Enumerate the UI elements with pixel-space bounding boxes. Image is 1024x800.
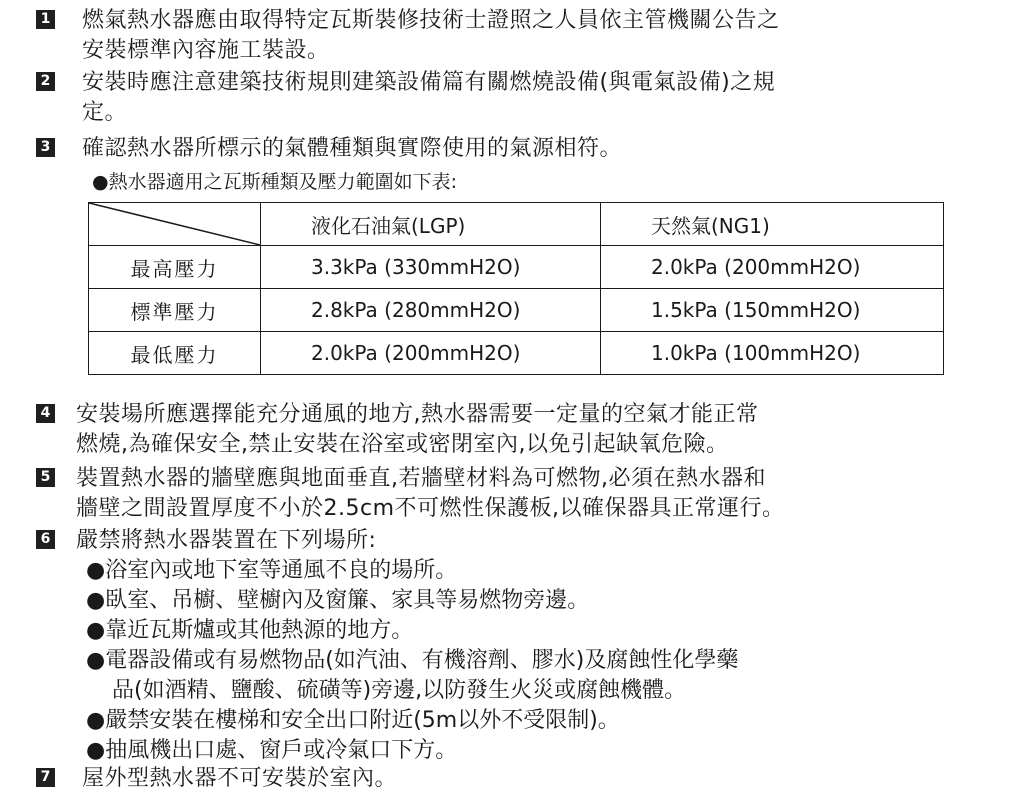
list-item: ●電器設備或有易燃物品(如汽油、有機溶劑、膠水)及腐蝕性化學藥 bbox=[86, 648, 739, 673]
corner-diagonal-cell bbox=[89, 203, 261, 246]
row-label: 最低壓力 bbox=[89, 332, 261, 375]
item-line: 安裝場所應選擇能充分通風的地方,熱水器需要一定量的空氣才能正常 bbox=[76, 402, 759, 427]
item-line: 燃燒,為確保安全,禁止安裝在浴室或密閉室內,以免引起缺氧危險。 bbox=[76, 432, 729, 457]
item-number-badge: 7 bbox=[36, 768, 55, 787]
item-line: 牆壁之間設置厚度不小於2.5cm不可燃性保護板,以確保器具正常運行。 bbox=[76, 496, 785, 521]
header-lpg: 液化石油氣(LGP) bbox=[261, 203, 601, 246]
list-item: ●浴室內或地下室等通風不良的場所。 bbox=[86, 558, 458, 583]
item-text bbox=[82, 6, 976, 66]
list-item: ●嚴禁安裝在樓梯和安全出口附近(5m以外不受限制)。 bbox=[86, 708, 620, 733]
item-text bbox=[76, 464, 976, 524]
item-line: 定。 bbox=[82, 100, 128, 125]
item-line: 燃氣熱水器應由取得特定瓦斯裝修技術士證照之人員依主管機關公告之 bbox=[82, 8, 780, 33]
item-number-badge: 3 bbox=[36, 138, 55, 157]
header-ng: 天然氣(NG1) bbox=[601, 203, 944, 246]
item-text bbox=[76, 400, 976, 460]
item-number-badge: 5 bbox=[36, 468, 55, 487]
gas-pressure-table bbox=[88, 202, 944, 375]
item-line: 安裝標準內容施工裝設。 bbox=[82, 38, 330, 63]
diagonal-line bbox=[89, 203, 260, 245]
list-item: ●抽風機出口處、窗戶或冷氣口下方。 bbox=[86, 738, 458, 763]
lpg-value: 3.3kPa (330mmH2O) bbox=[261, 246, 601, 289]
list-item: ●靠近瓦斯爐或其他熱源的地方。 bbox=[86, 618, 414, 643]
table-row bbox=[89, 246, 944, 289]
item-number-badge: 4 bbox=[36, 404, 55, 423]
item-text bbox=[82, 764, 976, 794]
lpg-value: 2.8kPa (280mmH2O) bbox=[261, 289, 601, 332]
ng-value: 1.5kPa (150mmH2O) bbox=[601, 289, 944, 332]
table-row bbox=[89, 289, 944, 332]
row-label: 標準壓力 bbox=[89, 289, 261, 332]
item-line: 屋外型熱水器不可安裝於室內。 bbox=[82, 766, 398, 791]
item-number-badge: 6 bbox=[36, 530, 55, 549]
item-line: 嚴禁將熱水器裝置在下列場所: bbox=[76, 528, 377, 553]
table-header-row bbox=[89, 203, 944, 246]
item-number-badge: 1 bbox=[36, 10, 55, 29]
ng-value: 2.0kPa (200mmH2O) bbox=[601, 246, 944, 289]
item-line: 確認熱水器所標示的氣體種類與實際使用的氣源相符。 bbox=[82, 136, 623, 161]
table-row bbox=[89, 332, 944, 375]
item-text bbox=[76, 526, 976, 556]
item-number-badge: 2 bbox=[36, 72, 55, 91]
item-line: 安裝時應注意建築技術規則建築設備篇有關燃燒設備(與電氣設備)之規 bbox=[82, 70, 776, 95]
list-item: ●臥室、吊櫥、壁櫥內及窗簾、家具等易燃物旁邊。 bbox=[86, 588, 590, 613]
table-note: ●熱水器適用之瓦斯種類及壓力範圍如下表: bbox=[92, 171, 457, 193]
ng-value: 1.0kPa (100mmH2O) bbox=[601, 332, 944, 375]
item-text bbox=[82, 134, 976, 164]
row-label: 最高壓力 bbox=[89, 246, 261, 289]
list-item-continuation: 品(如酒精、鹽酸、硫磺等)旁邊,以防發生火災或腐蝕機體。 bbox=[112, 678, 687, 703]
item-line: 裝置熱水器的牆壁應與地面垂直,若牆壁材料為可燃物,必須在熱水器和 bbox=[76, 466, 766, 491]
item-text bbox=[82, 68, 976, 128]
lpg-value: 2.0kPa (200mmH2O) bbox=[261, 332, 601, 375]
prohibited-places-list bbox=[86, 556, 986, 766]
